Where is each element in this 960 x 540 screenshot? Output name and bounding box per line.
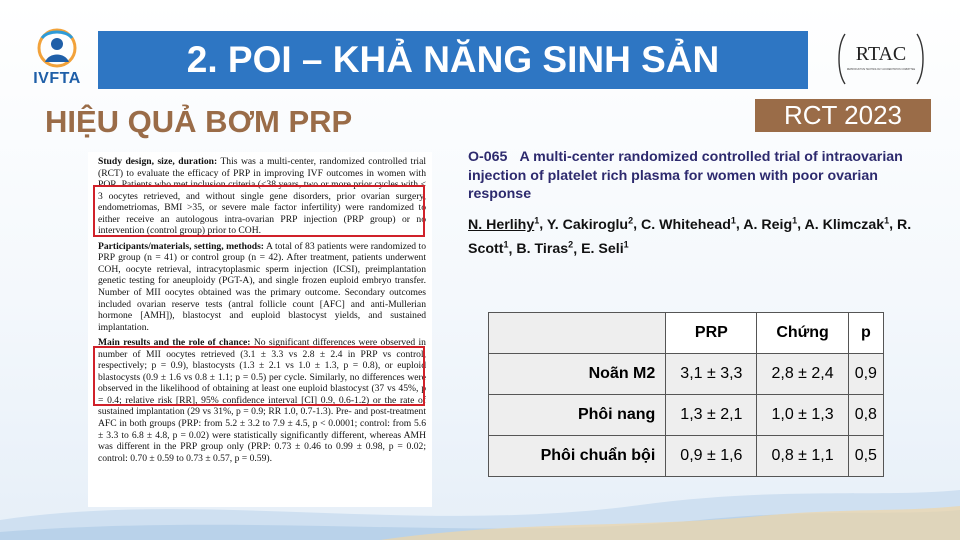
author-list: N. Herlihy$^1$, Y. Cakiroglu$^2$, C. Whitehead$^1$, A. Reig$^1$, A. Klimczak$^1$, R. Scott$^1$, B. Tiras$^2$, E. Seli$^1$ xyxy=(468,215,912,258)
author-name: R. Scott$^1$ xyxy=(468,216,912,258)
author-name: B. Tiras$^2$ xyxy=(516,239,574,258)
author-name: N. Herlihy$^1$ xyxy=(468,215,540,233)
results-text: No significant differences were observed in number of MII oocytes retrieved (3.1 ± 3.3 vs 2.8 ± 2.4 in PRP vs control, respectively; p = 0.9), blastocysts (1.3 ± 2.1 vs 1.0 ± 1.3, p = 0.8), or euploid blastocysts (0.9 ± 1.6 vs 0.8 ± 1.1; p = 0.5) per cycle. Similarly, no differences were observed in the likelihood of obtaining at least one euploid blastocyst (37 vs 45%, p = 0.4; relative risk [RR], 95% confidence interval [CI] 0.9, 0.6-1.2) or the rate of sustained implantation (29 vs 31%, p = 0.9; RR 1.0, 0.7-1.3). Pre- and post-treatment AFC in both groups (PRP: from 5.2 ± 3.2 to 7.9 ± 4.5, p < 0.0001; control: from 5.6 ± 3.3 to 6.8 ± 4.8, p = 0.02) were statistically significantly different, whereas AMH was different in the PRP group only (PRP: 0.73 ± 0.46 to 0.99 ± 0.98, p = 0.02; control: 0.70 ± 0.59 to 0.73 ± 0.57, p = 0.59). xyxy=(98,337,426,464)
table-cell: 0,9 ± 1,6 xyxy=(666,436,757,477)
author-name: C. Whitehead$^1$ xyxy=(641,215,736,233)
title-bar xyxy=(98,31,808,89)
row-label: Phôi chuẩn bội xyxy=(489,436,666,477)
row-label: Noãn M2 xyxy=(489,354,666,395)
table-cell: 1,0 ± 1,3 xyxy=(757,395,848,436)
paper-title xyxy=(468,148,938,204)
column-header-control: Chứng xyxy=(757,313,848,354)
paper-code: O-065 xyxy=(468,149,508,165)
table-row xyxy=(489,436,884,477)
author-name: E. Seli$^1$ xyxy=(581,239,629,258)
table-cell: 3,1 ± 3,3 xyxy=(666,354,757,395)
column-header-p: p xyxy=(848,313,883,354)
table-cell: 0,8 ± 1,1 xyxy=(757,436,848,477)
table-corner xyxy=(489,313,666,354)
logo-text: IVFTA xyxy=(33,70,81,87)
table-cell: 0,5 xyxy=(848,436,883,477)
table-cell: 1,3 ± 2,1 xyxy=(666,395,757,436)
design-label: Study design, size, duration: xyxy=(98,156,218,167)
highlight-box-results xyxy=(93,346,425,406)
design-text: This was a multi-center, randomized controlled trial (RCT) to evaluate the efficacy of PRP in improving IVF outcomes in women with POR. Patients who met inclusion criteria (<38 years, two or more prior cycles with < 3 oocytes retrieved, and without single gene disorders, prior ovarian surgery, endometriomas, BMI >35, or severe male factor infertility) were randomized to either receive an autologous intra-ovarian PRP injection (PRP group) or no intervention (control group) prior to COH. xyxy=(98,156,427,237)
abstract-paragraph-methods xyxy=(88,237,432,333)
author-name: Y. Cakiroglu$^2$ xyxy=(546,215,634,233)
column-header-prp: PRP xyxy=(666,313,757,354)
table-cell: 0,8 xyxy=(848,395,883,436)
study-badge: RCT 2023 xyxy=(755,99,931,132)
rtac-logo xyxy=(835,32,927,86)
logo-icon xyxy=(22,26,92,72)
table-cell: 0,9 xyxy=(848,354,883,395)
paper-title-text: A multi-center randomized controlled trial of intraovarian injection of platelet rich plasma for women with poor ovarian response xyxy=(468,149,903,203)
highlight-box-inclusion xyxy=(93,185,425,237)
rtac-subtext: REPRODUCTIVE TECHNOLOGY ACCREDITATION COMMITTEE xyxy=(846,69,916,71)
author-name: A. Reig$^1$ xyxy=(743,215,798,233)
author-name: A. Klimczak$^1$ xyxy=(804,215,890,233)
table-cell: 2,8 ± 2,4 xyxy=(757,354,848,395)
table-row xyxy=(489,395,884,436)
rtac-text: RTAC xyxy=(855,43,907,65)
table-row xyxy=(489,354,884,395)
slide-title: 2. POI – KHẢ NĂNG SINH SẢN xyxy=(186,39,720,80)
methods-label: Participants/materials, setting, methods: xyxy=(98,240,265,252)
results-table xyxy=(488,312,884,477)
row-label: Phôi nang xyxy=(489,395,666,436)
section-subtitle: HIỆU QUẢ BƠM PRP xyxy=(45,104,353,139)
table-header-row xyxy=(489,313,884,354)
results-label: Main results and the role of chance: xyxy=(98,337,251,349)
ivfta-logo xyxy=(22,26,92,92)
methods-text: A total of 83 patients were randomized to PRP group (n = 41) or control group (n = 42). After treatment, patients underwent COH, oocyte retrieval, intracytoplasmic sperm injection (ICSI), preimplantation genetic testing for aneuploidy (PGT-A), and single frozen euploid embryo transfer. Number of MII oocytes obtained was the primary outcome. Secondary outcomes included ovarian reserve tests (antral follicle count [AFC] and anti-Mullerian hormone [AMH]), blastocyst and euploid blastocyst yields, and sustained implantation. xyxy=(98,240,426,333)
